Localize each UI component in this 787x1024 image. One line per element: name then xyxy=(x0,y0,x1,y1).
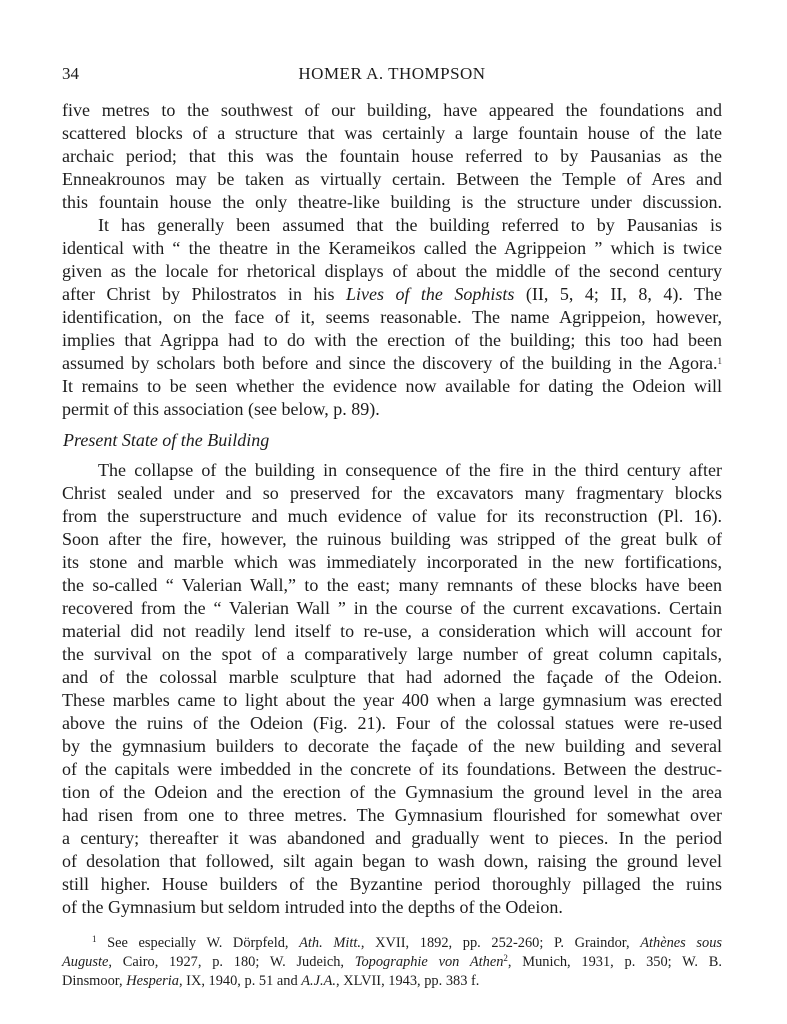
text-line xyxy=(62,283,722,306)
text-line: had risen from one to three metres. The Gymnasium flourished for somewhat over xyxy=(62,805,722,825)
text-run: , Munich, 1931, p. 350; W. B. xyxy=(507,954,722,970)
citation-title: Auguste xyxy=(62,954,109,970)
text-run: assumed by scholars both before and since the discovery of the building in the Agora. xyxy=(62,353,718,373)
text-line: Christ sealed under and so preserved for the excavators many fragmentary blocks xyxy=(62,483,722,503)
text-line: These marbles came to light about the year 400 when a large gymnasium was erected xyxy=(62,690,722,710)
text-run: Dinsmoor, xyxy=(62,973,127,989)
text-line: given as the locale for rhetorical displays of about the middle of the second century xyxy=(62,261,722,281)
footnote-marker: 1 xyxy=(92,934,97,944)
text-run: after Christ by Philostratos in his xyxy=(62,284,346,304)
text-line xyxy=(62,352,722,375)
text-run: , XVII, 1892, pp. 252-260; P. Graindor, xyxy=(360,935,641,951)
text-line: five metres to the southwest of our building, have appeared the foundations and xyxy=(62,100,722,120)
text-line: still higher. House builders of the Byzantine period thoroughly pillaged the ruins xyxy=(62,874,722,894)
edition-superscript: 2 xyxy=(503,953,508,963)
text-line: above the ruins of the Odeion (Fig. 21). Four of the colossal statues were re-used xyxy=(62,713,722,733)
text-line: the so-called “ Valerian Wall,” to the east; many remnants of these blocks have been xyxy=(62,575,722,595)
text-line: of the Gymnasium but seldom intruded into the depths of the Odeion. xyxy=(62,897,563,917)
footnote-line xyxy=(92,934,722,953)
footnote-line xyxy=(62,953,722,972)
text-line: by the gymnasium builders to decorate the façade of the new building and several xyxy=(62,736,722,756)
text-line: a century; thereafter it was abandoned and gradually went to pieces. In the period xyxy=(62,828,722,848)
text-line: The collapse of the building in consequence of the fire in the third century after xyxy=(98,460,722,480)
text-line: from the superstructure and much evidence of value for its reconstruction (Pl. 16). xyxy=(62,506,722,526)
text-line: scattered blocks of a structure that was certainly a large fountain house of the late xyxy=(62,123,722,143)
text-run: , Cairo, 1927, p. 180; W. Judeich, xyxy=(108,954,355,970)
citation-title: Hesperia xyxy=(126,973,179,989)
page-number: 34 xyxy=(62,64,79,83)
citation-title: Athènes sous xyxy=(640,935,722,951)
text-run: , IX, 1940, p. 51 and xyxy=(178,973,302,989)
text-line: material did not readily lend itself to re-use, a consideration which will account for xyxy=(62,621,722,641)
text-run: , XLVII, 1943, pp. 383 f. xyxy=(336,973,480,989)
page-header xyxy=(62,64,722,86)
text-line: this fountain house the only theatre-like building is the structure under discussion. xyxy=(62,192,722,212)
text-line: identical with “ the theatre in the Kerameikos called the Agrippeion ” which is twice xyxy=(62,238,722,258)
text-line: and of the colossal marble sculpture that had adorned the façade of the Odeion. xyxy=(62,667,722,687)
page xyxy=(62,0,722,1024)
text-line: tion of the Odeion and the erection of the Gymnasium the ground level in the area xyxy=(62,782,722,802)
text-line: recovered from the “ Valerian Wall ” in the course of the current excavations. Certain xyxy=(62,598,722,618)
footnote-reference[interactable]: 1 xyxy=(717,356,722,366)
running-title: HOMER A. THOMPSON xyxy=(298,64,486,83)
text-line: of the capitals were imbedded in the concrete of its foundations. Between the destruc- xyxy=(62,759,722,779)
citation-title: Ath. Mitt. xyxy=(299,935,361,951)
section-heading: Present State of the Building xyxy=(63,430,270,450)
text-line: Soon after the fire, however, the ruinous building was stripped of the great bulk of xyxy=(62,529,722,549)
text-line: identification, on the face of it, seems reasonable. The name Agrippeion, however, xyxy=(62,307,722,327)
text-line: archaic period; that this was the fountain house referred to by Pausanias as the xyxy=(62,146,722,166)
book-title: Lives of the Sophists xyxy=(345,284,515,304)
text-line: the survival on the spot of a comparatively large number of great column capitals, xyxy=(62,644,722,664)
text-line: of desolation that followed, silt again began to wash down, raising the ground level xyxy=(62,851,722,871)
text-line: Enneakrounos may be taken as virtually certain. Between the Temple of Ares and xyxy=(62,169,722,189)
text-line: permit of this association (see below, p. 89). xyxy=(62,399,380,419)
text-line: its stone and marble which was immediately incorporated in the new fortifications, xyxy=(62,552,722,572)
footnote-line xyxy=(62,972,722,991)
text-line: It remains to be seen whether the evidence now available for dating the Odeion will xyxy=(62,376,722,396)
citation-title: Topographie von Athen xyxy=(354,954,504,970)
text-line: implies that Agrippa had to do with the erection of the building; this too had been xyxy=(62,330,722,350)
citation-title: A.J.A. xyxy=(301,973,337,989)
text-run: (II, 5, 4; II, 8, 4). The xyxy=(514,284,723,304)
text-line: It has generally been assumed that the building referred to by Pausanias is xyxy=(98,215,722,235)
text-run: See especially W. Dörpfeld, xyxy=(96,935,300,951)
